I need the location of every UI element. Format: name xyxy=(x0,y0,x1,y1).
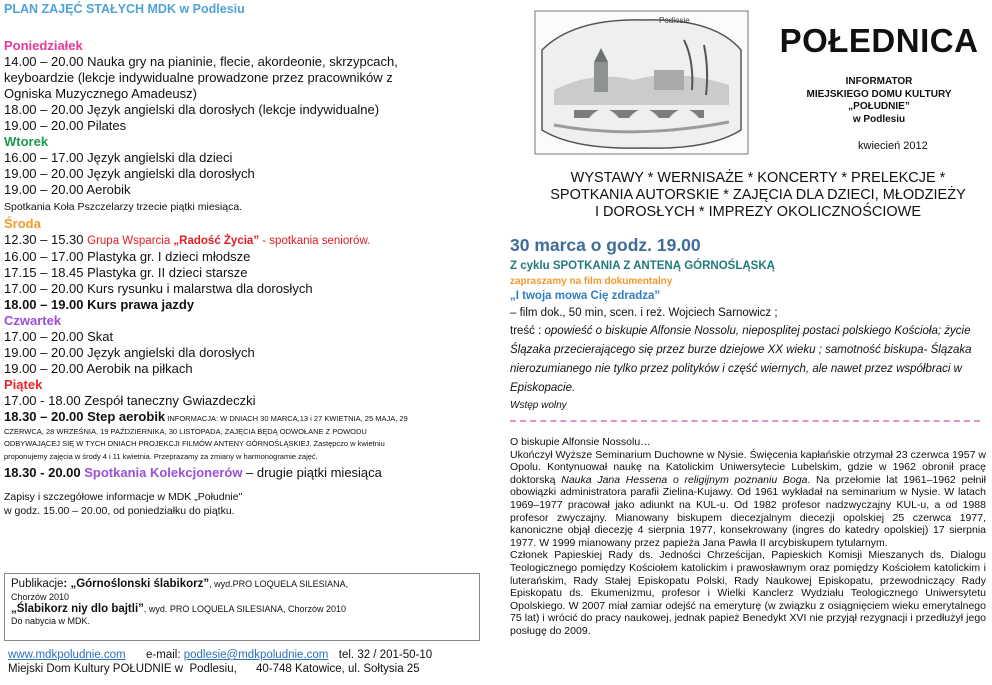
newsletter-title: POŁEDNICA xyxy=(779,22,979,59)
schedule-line: 16.00 – 17.00 Język angielski dla dzieci xyxy=(4,150,233,165)
schedule-line: 19.00 – 20.00 Pilates xyxy=(4,118,127,133)
newsletter-column xyxy=(508,0,988,685)
website-link[interactable]: www.mdkpoludnie.com xyxy=(8,649,126,661)
separator xyxy=(510,420,980,422)
info-line: w godz. 15.00 – 20.00, od poniedziałku do piątku. xyxy=(4,504,235,517)
schedule-line: 19.00 – 20.00 Aerobik na piłkach xyxy=(4,361,193,376)
event-details: Z cyklu SPOTKANIA Z ANTENĄ GÓRNOŚLĄSKĄ zapraszamy na film dokumentalny „I twoja mowa Cię zdradza” – film dok., 50 min, scen. i reż. Wojciech Sarnowicz ; treść : opowieść o biskupie Alfonsie Nossolu, nieposplitej postaci polskiego Kościoła; życie Ślązaka przecierającego się przez burze dziejowe XX wieku ; samotność biskupa- Ślązaka nierozumianego nie tylko przez polityków i część wiernych, ale nawet przez współbraci w Episkopacie. Wstęp wolny xyxy=(510,260,972,411)
address: Miejski Dom Kultury POŁUDNIE w Podlesiu, 40-748 Katowice, ul. Sołtysia 25 xyxy=(8,663,420,675)
schedule-line: 17.15 – 18.45 Plastyka gr. II dzieci starsze xyxy=(4,265,248,280)
schedule-line: 17.00 - 18.00 Zespół taneczny Gwiazdeczki xyxy=(4,393,256,408)
day-tuesday: Wtorek xyxy=(4,134,49,149)
day-wednesday: Środa xyxy=(4,216,41,231)
schedule-line: 17.00 – 20.00 Skat xyxy=(4,329,114,344)
info-line: Zapisy i szczegółowe informacje w MDK „Południe" xyxy=(4,491,243,503)
schedule-note: Spotkania Koła Pszczelarzy trzecie piątki miesiąca. xyxy=(4,201,243,213)
phone: tel. 32 / 201-50-10 xyxy=(338,649,433,661)
bridge-drawing xyxy=(534,10,749,155)
day-monday: Poniedziałek xyxy=(4,38,83,53)
publication-line: Do nabycia w MDK. xyxy=(11,616,91,626)
schedule-line: 16.00 – 17.00 Plastyka gr. I dzieci młodsze xyxy=(4,249,251,264)
day-thursday: Czwartek xyxy=(4,313,62,328)
schedule-line: 19.00 – 20.00 Aerobik xyxy=(4,182,131,197)
schedule-line: 18.30 - 20.00 Spotkania Kolekcjonerów – drugie piątki miesiąca xyxy=(4,465,382,480)
schedule-note: proponujemy zajęcia w środy 4 i 11 kwietnia. Przeprazamy za zmiany w harmonogramie zajęć. xyxy=(4,451,318,461)
publication-line: Chorzów 2010 xyxy=(11,591,70,602)
schedule-header: PLAN ZAJĘĆ STAŁYCH MDK w Podlesiu xyxy=(4,2,245,16)
biography: O biskupie Alfonsie Nossolu… Ukończył Wyższe Seminarium Duchowne w Nysie. Święcenia kapłańskie otrzymał 23 czerwca 1957 w Opolu. Kontynuował naukę na Katolickim Uniwersytecie Lubelskim, gdzie w 1962 obronił pracę doktorską Nauka Jana Hessena o religijnym poznaniu Boga. Na przełomie lat 1961–1962 pełnił obowiązki administratora parafii Zielina-Kujawy. Od 1961 wykładał na seminarium w Nysie. W latach 1969–1977 pracował jako adiunkt na KUL-u. Od 1982 profesor nadzwyczajny KUL-u, a od 1988 profesor zwyczajny. Mianowany biskupem diecezjalnym diecezji opolskiej 25 czerwca 1977, kanoniczne objął diecezję 4 sierpnia 1977, konsekrowany (ingres do katedry opolskiej) 17 sierpnia 1977. W 1999 mianowany przez papieża Jana Pawła II arcybiskupem tytularnym. Członek Papieskiej Rady ds. Jedności Chrześcijan, Papieskich Komisji Mieszanych ds. Dialogu Teologicznego pomiędzy Kościołem katolickim i prawosławnym oraz pomiędzy Kościołem katolickim i luterańskim, Rady Stałej Episkopatu Polski, Rady Naukowej Episkopatu, przewodniczący Rady Episkopatu ds. Ekumenizmu, profesor i Wielki Kanclerz Wydziału Teologicznego Uniwersytetu Opolskiego. W 2007 miał zamiar odejść na emeryturę (w związku z osiągnięciem wieku emerytalnego 75 lat) i wrócić do pracy naukowej, jednak papież Benedykt XVI nie przyjął rezygnacji i przedłużył jego posługę do 2009. xyxy=(510,436,987,637)
schedule-line: 18.00 – 20.00 Język angielski dla dorosłych (lekcje indywidualne) xyxy=(4,102,380,117)
village-illustration xyxy=(534,10,749,155)
schedule-line: 18.00 – 19.00 Kurs prawa jazdy xyxy=(4,297,195,312)
email-link[interactable]: podlesie@mdkpoludnie.com xyxy=(183,649,329,661)
schedule-line: 14.00 – 20.00 Nauka gry na pianinie, flecie, akordeonie, skrzypcach, xyxy=(4,54,398,69)
publication-line: „Ślabikorz niy dlo bajtli”, wyd. PRO LOQUELA SILESIANA, Chorzów 2010 xyxy=(11,602,347,615)
schedule-line: 18.30 – 20.00 Step aerobik INFORMACJA: W DNIACH 30 MARCA,13 i 27 KWIETNIA, 25 MAJA, 29 xyxy=(4,409,408,424)
schedule-line: keyboardzie (lekcje indywidualne prowadzone przez pracowników z xyxy=(4,70,393,85)
schedule-note: CZERWCA, 28 WRZEŚNIA, 19 PAŹDZIERNIKA, 30 LISTOPADA, ZAJĘCIA BĘDĄ ODWOŁANE Z POWODU xyxy=(4,426,367,436)
informator-block: INFORMATOR MIEJSKIEGO DOMU KULTURY „POŁUDNIE” w Podlesiu xyxy=(806,76,952,125)
publications-box xyxy=(4,573,480,641)
schedule-line: 17.00 – 20.00 Kurs rysunku i malarstwa dla dorosłych xyxy=(4,281,313,296)
event-types-banner: WYSTAWY * WERNISAŻE * KONCERTY * PRELEKCJE * SPOTKANIA AUTORSKIE * ZAJĘCIA DLA DZIECI, MŁODZIEŻY I DOROSŁYCH * IMPREZY OKOLICZNOŚCIOWE xyxy=(550,170,966,220)
event-date: 30 marca o godz. 19.00 xyxy=(510,235,701,255)
publication-line: Publikacje: „Górnoślonski ślabikorz”, wyd.PRO LOQUELA SILESIANA, xyxy=(11,578,349,590)
day-friday: Piątek xyxy=(4,377,43,392)
schedule-column xyxy=(4,2,492,518)
issue-date: kwiecień 2012 xyxy=(858,140,928,152)
footer: www.mdkpoludnie.com e-mail: podlesie@mdkpoludnie.com tel. 32 / 201-50-10 Miejski Dom Kultury POŁUDNIE w Podlesiu, 40-748 Katowice, ul. Sołtysia 25 xyxy=(8,648,488,677)
image-caption: Podlesie xyxy=(659,16,690,25)
schedule-line: 19.00 – 20.00 Język angielski dla dorosłych xyxy=(4,166,255,181)
schedule-note: ODBYWAJĄCEJ SIĘ W TYCH DNIACH PROJEKCJI FILMÓW ANTENY GÓRNOŚLĄSKIEJ. Zastępczo w kwietniu xyxy=(4,439,385,448)
schedule-line: 19.00 – 20.00 Język angielski dla dorosłych xyxy=(4,345,255,360)
schedule-line: Ogniska Muzycznego Amadeusz) xyxy=(4,86,197,101)
schedule-line: 12.30 – 15.30 Grupa Wsparcia „Radość Życia” - spotkania seniorów. xyxy=(4,232,371,247)
